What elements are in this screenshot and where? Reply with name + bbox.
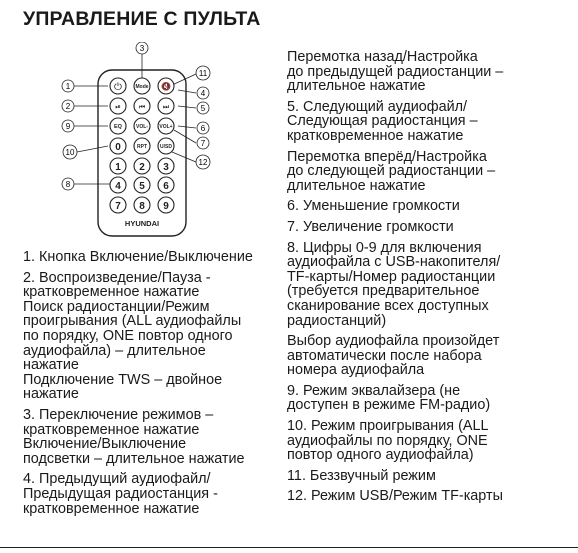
digit-8-button bbox=[134, 197, 150, 213]
item-6-volume-down: 6. Уменьшение громкости bbox=[287, 198, 460, 215]
right-column bbox=[287, 50, 572, 510]
svg-text:1: 1 bbox=[115, 162, 121, 173]
svg-text:⏻: ⏻ bbox=[114, 82, 122, 93]
prev-button bbox=[134, 98, 150, 114]
svg-text:⏭: ⏭ bbox=[162, 104, 170, 111]
item-5-fast-forward: Перемотка вперёд/Настройка до следующей радиостанции – длительное нажатие bbox=[287, 148, 496, 194]
svg-text:7: 7 bbox=[200, 139, 206, 148]
callout-4 bbox=[197, 87, 209, 99]
item-12-usb-tf: 12. Режим USB/Режим TF-карты bbox=[287, 488, 503, 505]
svg-text:⏯: ⏯ bbox=[115, 104, 121, 111]
svg-text:🔇: 🔇 bbox=[161, 82, 171, 91]
svg-text:6: 6 bbox=[163, 181, 169, 192]
next-button bbox=[158, 98, 174, 114]
digit-6-button bbox=[158, 177, 174, 193]
callout-11 bbox=[196, 66, 210, 80]
digit-1-button bbox=[110, 158, 126, 174]
svg-text:9: 9 bbox=[163, 201, 169, 212]
remote-brand-label: HYUNDAI bbox=[124, 219, 160, 228]
svg-text:8: 8 bbox=[139, 201, 145, 212]
eq-button bbox=[110, 118, 126, 134]
svg-text:5: 5 bbox=[200, 104, 206, 113]
mode-button bbox=[134, 78, 150, 94]
power-button bbox=[110, 78, 126, 94]
svg-text:3: 3 bbox=[163, 162, 169, 173]
callout-12 bbox=[196, 155, 210, 169]
svg-text:3: 3 bbox=[139, 44, 145, 53]
svg-text:0: 0 bbox=[115, 142, 121, 153]
usd-button bbox=[158, 138, 174, 154]
item-1-power: 1. Кнопка Включение/Выключение bbox=[23, 249, 253, 265]
svg-text:⏮: ⏮ bbox=[138, 104, 146, 111]
play-pause-button bbox=[110, 98, 126, 114]
remote-control-diagram bbox=[46, 42, 226, 238]
svg-text:4: 4 bbox=[115, 181, 121, 192]
item-5-next: 5. Следующий аудиофайл/ Следующая радиостанция – кратковременное нажатие bbox=[287, 98, 478, 144]
digit-7-button bbox=[110, 197, 126, 213]
item-4-previous: 4. Предыдущий аудиофайл/ Предыдущая радиостанция - кратковременное нажатие bbox=[23, 471, 218, 517]
vol-down-button bbox=[134, 118, 150, 134]
digit-9-button bbox=[158, 197, 174, 213]
svg-text:2: 2 bbox=[65, 102, 71, 111]
mute-button bbox=[158, 78, 174, 94]
digit-2-button bbox=[134, 158, 150, 174]
callout-9 bbox=[62, 120, 74, 132]
item-4-rewind: Перемотка назад/Настройка до предыдущей радиостанции – длительное нажатие bbox=[287, 49, 504, 95]
callout-7 bbox=[197, 137, 209, 149]
callout-3 bbox=[136, 42, 148, 54]
item-10-play-mode: 10. Режим проигрывания (ALL аудиофайлы по порядку, ONE повтор одного аудиофайла) bbox=[287, 418, 489, 464]
svg-text:VOL+: VOL+ bbox=[159, 124, 173, 130]
svg-text:6: 6 bbox=[200, 124, 206, 133]
vol-up-button bbox=[158, 118, 174, 134]
callout-5 bbox=[197, 102, 209, 114]
item-8-auto-select: Выбор аудиофайла произойдет автоматически после набора номера аудиофайла bbox=[287, 333, 500, 379]
svg-text:U/SD: U/SD bbox=[160, 144, 172, 150]
svg-text:Mode: Mode bbox=[135, 84, 149, 90]
svg-text:VOL-: VOL- bbox=[136, 124, 148, 130]
zero-button bbox=[110, 138, 126, 154]
rpt-button bbox=[134, 138, 150, 154]
item-9-equalizer: 9. Режим эквалайзера (не доступен в режиме FM-радио) bbox=[287, 382, 491, 414]
svg-text:7: 7 bbox=[115, 201, 121, 212]
svg-text:10: 10 bbox=[65, 148, 75, 157]
page-title: УПРАВЛЕНИЕ С ПУЛЬТА bbox=[23, 8, 261, 30]
digit-5-button bbox=[134, 177, 150, 193]
callout-6 bbox=[197, 122, 209, 134]
callout-2 bbox=[62, 100, 74, 112]
item-8-digits: 8. Цифры 0-9 для включения аудиофайла с USB-накопителя/ TF-карты/Номер радиостанции (требуется предварительное сканирование всех доступных радиостанций) bbox=[287, 239, 501, 329]
svg-text:5: 5 bbox=[139, 181, 145, 192]
left-column bbox=[23, 250, 278, 522]
svg-text:11: 11 bbox=[198, 69, 208, 78]
callout-8 bbox=[62, 178, 74, 190]
svg-text:2: 2 bbox=[139, 162, 145, 173]
digit-3-button bbox=[158, 158, 174, 174]
item-3-mode: 3. Переключение режимов – кратковременное нажатие Включение/Выключение подсветки – длительное нажатие bbox=[23, 406, 245, 467]
callout-1 bbox=[62, 80, 74, 92]
svg-text:9: 9 bbox=[65, 122, 71, 131]
svg-text:12: 12 bbox=[198, 158, 208, 167]
svg-text:4: 4 bbox=[200, 89, 206, 98]
item-11-mute: 11. Беззвучный режим bbox=[287, 467, 436, 484]
callout-10 bbox=[63, 145, 77, 159]
bottom-divider bbox=[0, 547, 578, 548]
svg-text:1: 1 bbox=[65, 82, 71, 91]
svg-text:RPT: RPT bbox=[137, 144, 147, 150]
digit-4-button bbox=[110, 177, 126, 193]
svg-text:8: 8 bbox=[65, 180, 71, 189]
svg-text:EQ: EQ bbox=[114, 124, 122, 130]
item-2-play-pause: 2. Воспроизведение/Пауза - кратковременное нажатие Поиск радиостанции/Режим проигрывания (ALL аудиофайлы по порядку, ONE повтор одного аудиофайла) – длительное нажатие Подключение TWS – двойное нажатие bbox=[23, 269, 242, 403]
item-7-volume-up: 7. Увеличение громкости bbox=[287, 218, 454, 235]
